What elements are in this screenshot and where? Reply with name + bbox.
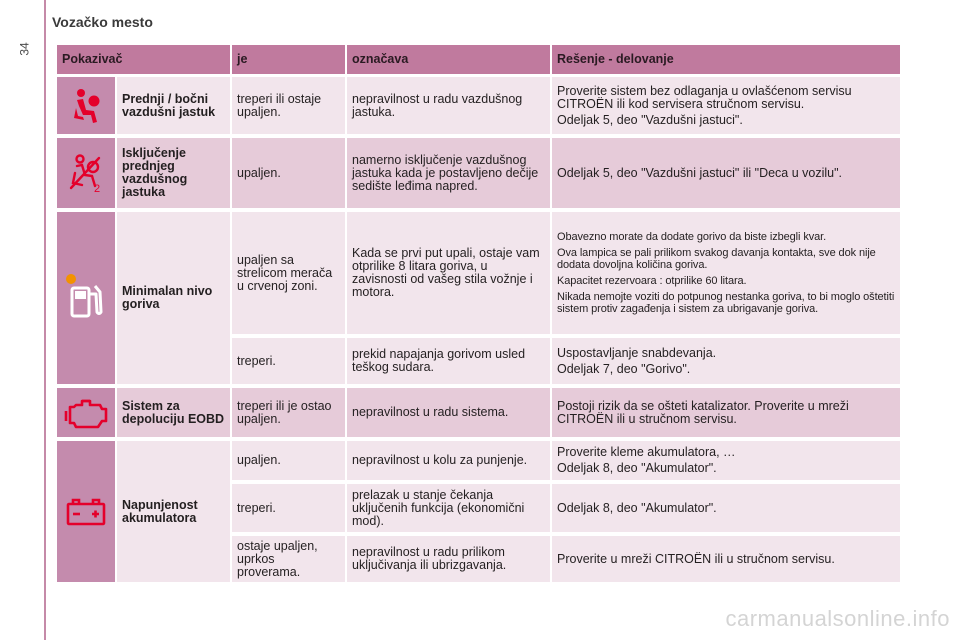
airbag-icon [64, 84, 108, 128]
solution-line: Obavezno morate da dodate gorivo da biste izbegli kvar. [557, 231, 827, 243]
airbag-off-icon [63, 150, 109, 196]
solution-line: Odeljak 8, deo "Akumulator". [557, 500, 717, 515]
battery-icon [63, 495, 109, 529]
section-title: Vozačko mesto [52, 14, 153, 30]
svg-text:2: 2 [94, 183, 101, 195]
warning-lights-table [57, 45, 902, 586]
table-row [57, 212, 902, 338]
indicator-solution [552, 388, 902, 441]
indicator-meaning: nepravilnost u radu prilikom uključivanja ili ubrizgavanja. [347, 536, 552, 586]
solution-line: Uspostavljanje snabdevanja. [557, 345, 717, 360]
table-row [57, 388, 902, 441]
column-header-state: je [232, 45, 347, 77]
indicator-solution [552, 484, 902, 536]
indicator-name: Minimalan nivo goriva [117, 212, 232, 388]
indicator-state: upaljen. [232, 441, 347, 484]
column-header-indicator: Pokazivač [57, 45, 232, 77]
solution-line: Proverite kleme akumulatora, … [557, 445, 736, 459]
solution-line: Postoji rizik da se ošteti katalizator. Proverite u mreži CITROËN ili u stručnom servisu. [557, 398, 849, 426]
indicator-meaning: prekid napajanja gorivom usled teškog sudara. [347, 338, 552, 388]
indicator-solution [552, 77, 902, 138]
column-header-solution: Rešenje - delovanje [552, 45, 902, 77]
indicator-state: treperi ili ostaje upaljen. [232, 77, 347, 138]
solution-line: Kapacitet rezervoara : otprilike 60 litara. [557, 275, 747, 287]
indicator-name: Sistem za depoluciju EOBD [117, 388, 232, 441]
indicator-state: upaljen. [232, 138, 347, 212]
indicator-state: treperi. [232, 484, 347, 536]
table-header-row [57, 45, 902, 77]
indicator-solution [552, 338, 902, 388]
solution-line: Odeljak 5, deo "Vazdušni jastuci". [557, 112, 743, 127]
indicator-state: treperi. [232, 338, 347, 388]
indicator-meaning: namerno isključenje vazdušnog jastuka kada je postavljeno dečije sedište leđima napred. [347, 138, 552, 212]
indicator-state: upaljen sa strelicom merača u crvenoj zoni. [232, 212, 347, 338]
indicator-state: ostaje upaljen, uprkos proverama. [232, 536, 347, 586]
icon-cell [57, 138, 117, 212]
table-row [57, 138, 902, 212]
solution-line: Odeljak 8, deo "Akumulator". [557, 461, 717, 475]
icon-cell [57, 212, 117, 388]
table-row [57, 77, 902, 138]
icon-cell [57, 388, 117, 441]
solution-line: Ova lampica se pali prilikom svakog davanja kontakta, sve dok nije dodata dovoljna količina goriva. [557, 247, 876, 271]
indicator-name: Napunjenost akumulatora [117, 441, 232, 586]
watermark: carmanualsonline.info [725, 606, 950, 631]
solution-line: Odeljak 5, deo "Vazdušni jastuci" ili "Deca u vozilu". [557, 165, 843, 180]
fuel-pump-icon [62, 270, 110, 326]
indicator-name: Prednji / bočni vazdušni jastuk [117, 77, 232, 138]
solution-line: Proverite u mreži CITROËN ili u stručnom servisu. [557, 551, 835, 566]
icon-cell [57, 441, 117, 586]
indicator-meaning: nepravilnost u radu sistema. [347, 388, 552, 441]
engine-check-icon [62, 393, 112, 433]
side-rule [44, 0, 46, 640]
indicator-solution [552, 536, 902, 586]
solution-line: Odeljak 7, deo "Gorivo". [557, 361, 691, 376]
solution-line: Nikada nemojte voziti do potpunog nestanka goriva, to bi moglo oštetiti sistem protiv zagađenja i sistem za ubrigavanje goriva. [557, 291, 895, 315]
icon-cell [57, 77, 117, 138]
indicator-meaning: nepravilnost u kolu za punjenje. [347, 441, 552, 484]
indicator-name: Isključenje prednjeg vazdušnog jastuka [117, 138, 232, 212]
column-header-meaning: označava [347, 45, 552, 77]
page-number: 34 [17, 42, 32, 56]
indicator-meaning: prelazak u stanje čekanja uključenih funkcija (ekonomični mod). [347, 484, 552, 536]
indicator-solution [552, 212, 902, 338]
solution-line: Proverite sistem bez odlaganja u ovlašćenom servisu CITROËN ili kod servisera stručnom servisu. [557, 83, 852, 111]
indicator-state: treperi ili je ostao upaljen. [232, 388, 347, 441]
indicator-solution [552, 138, 902, 212]
indicator-solution [552, 441, 902, 484]
table-row [57, 441, 902, 484]
indicator-meaning: Kada se prvi put upali, ostaje vam otprilike 8 litara goriva, u zavisnosti od vašeg stila vožnje i motora. [347, 212, 552, 338]
indicator-meaning: nepravilnost u radu vazdušnog jastuka. [347, 77, 552, 138]
